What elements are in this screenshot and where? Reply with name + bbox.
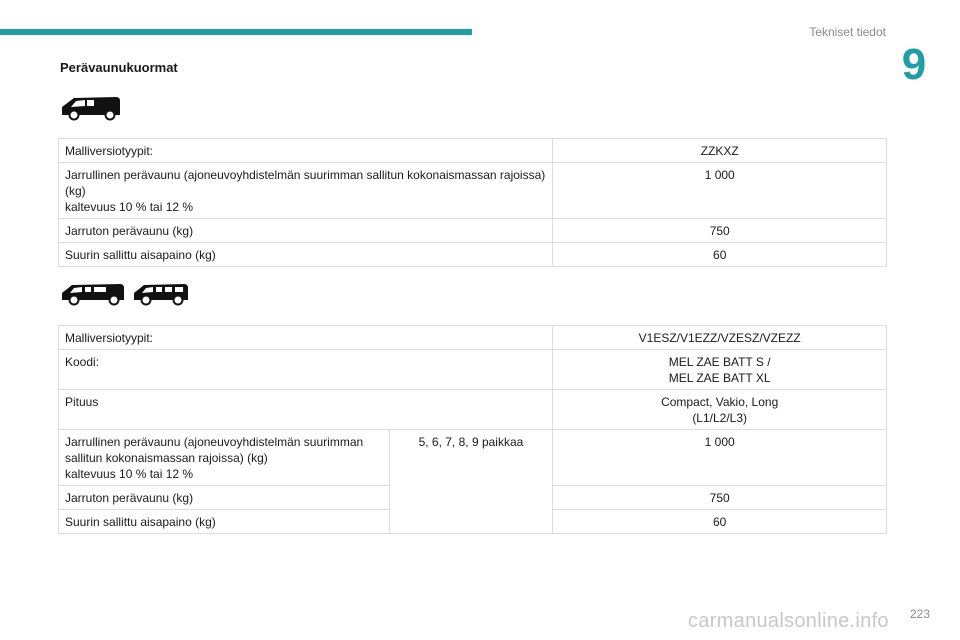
chapter-number: 9 [901,40,927,89]
row-value: 1 000 [553,163,887,219]
row-value-line: Compact, Vakio, Long [661,395,779,409]
section-title: Perävaunukuormat [60,60,178,75]
header-chapter-title: Tekniset tiedot [809,25,886,39]
row-value: ZZKXZ [553,139,887,163]
row-value: 60 [553,510,887,534]
row-label: Malliversiotyypit: [59,139,553,163]
row-label-line: Jarrullinen perävaunu (ajoneuvoyhdistelmän suurimman sallitun kokonaismassan rajoissa) (kg) [65,168,546,198]
row-value-line: MEL ZAE BATT XL [668,371,771,385]
row-value: 1 000 [553,430,887,486]
van-icon [60,95,122,121]
row-value-line: MEL ZAE BATT S / [668,355,771,369]
row-label [59,163,553,219]
row-value [553,350,887,390]
van-standard-icon [60,282,126,306]
row-label: Jarruton perävaunu (kg) [59,486,390,510]
table-row [59,243,887,267]
row-value: 60 [553,243,887,267]
row-label: Malliversiotyypit: [59,326,553,350]
row-label: Pituus [59,390,553,430]
row-value: V1ESZ/V1EZZ/VZESZ/VZEZZ [553,326,887,350]
row-value: 750 [553,486,887,510]
row-label-line: kaltevuus 10 % tai 12 % [65,200,194,214]
row-label: Koodi: [59,350,553,390]
table-row [59,163,887,219]
trailer-loads-table-electric [58,325,887,534]
row-label: Suurin sallittu aisapaino (kg) [59,243,553,267]
page-number: 223 [909,607,930,621]
seats-cell: 5, 6, 7, 8, 9 paikkaa [389,430,553,534]
van-long-icon [132,282,190,306]
row-value [553,390,887,430]
table-row [59,390,887,430]
row-label: Jarruton perävaunu (kg) [59,219,553,243]
row-value: 750 [553,219,887,243]
row-label: Suurin sallittu aisapaino (kg) [59,510,390,534]
trailer-loads-table-zzkxz [58,138,887,267]
table-row [59,139,887,163]
row-label-line: Jarrullinen perävaunu (ajoneuvoyhdistelmän suurimman sallitun kokonaismassan rajoissa) (kg) [65,435,364,465]
watermark: carmanualsonline.info [688,610,889,632]
row-label [59,430,390,486]
table-row [59,219,887,243]
row-label-line: kaltevuus 10 % tai 12 % [65,467,194,481]
header-accent-bar [0,29,472,35]
table-row [59,430,887,486]
row-value-line: (L1/L2/L3) [692,411,748,425]
table-row [59,326,887,350]
table-row [59,350,887,390]
